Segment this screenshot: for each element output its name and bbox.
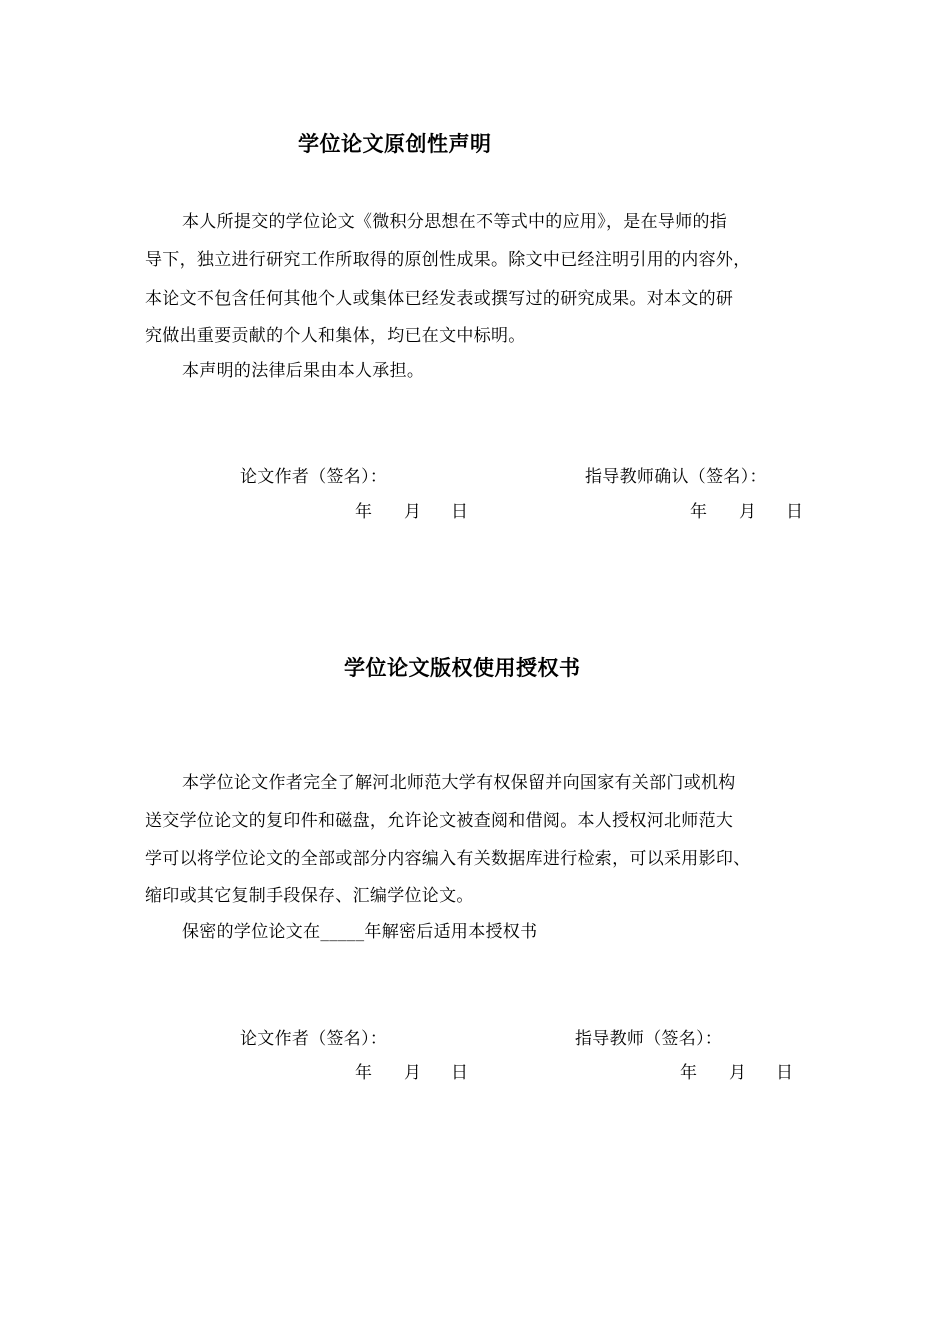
declaration-line-5: 本声明的法律后果由本人承担。 xyxy=(182,361,425,381)
authorization-line-5: 保密的学位论文在_____年解密后适用本授权书 xyxy=(182,922,538,942)
authorization-advisor-signature-label: 指导教师（签名）： xyxy=(575,1029,723,1049)
authorization-line-1: 本学位论文作者完全了解河北师范大学有权保留并向国家有关部门或机构 xyxy=(182,773,736,793)
declaration-author-signature-label: 论文作者（签名）： xyxy=(240,467,388,487)
declaration-advisor-date-month: 月 xyxy=(739,502,756,522)
authorization-advisor-date-year: 年 xyxy=(680,1063,697,1083)
declaration-advisor-date-day: 日 xyxy=(786,502,803,522)
declaration-author-date-day: 日 xyxy=(451,502,468,522)
declaration-line-2: 导下，独立进行研究工作所取得的原创性成果。除文中已经注明引用的内容外， xyxy=(145,250,751,270)
declaration-author-date-year: 年 xyxy=(355,502,372,522)
authorization-author-date-month: 月 xyxy=(404,1063,421,1083)
declaration-line-3: 本论文不包含任何其他个人或集体已经发表或撰写过的研究成果。对本文的研 xyxy=(145,289,734,309)
authorization-advisor-date-day: 日 xyxy=(776,1063,793,1083)
declaration-author-date-month: 月 xyxy=(404,502,421,522)
declaration-date-row xyxy=(0,497,950,521)
authorization-author-date-day: 日 xyxy=(451,1063,468,1083)
declaration-advisor-date-year: 年 xyxy=(690,502,707,522)
authorization-line-2: 送交学位论文的复印件和磁盘，允许论文被查阅和借阅。本人授权河北师范大 xyxy=(145,811,734,831)
declaration-title: 学位论文原创性声明 xyxy=(298,132,492,156)
authorization-line-4: 缩印或其它复制手段保存、汇编学位论文。 xyxy=(145,886,474,906)
declaration-line-1: 本人所提交的学位论文《微积分思想在不等式中的应用》，是在导师的指 xyxy=(182,212,728,232)
authorization-advisor-date-month: 月 xyxy=(729,1063,746,1083)
authorization-author-signature-label: 论文作者（签名）： xyxy=(240,1029,388,1049)
authorization-date-row xyxy=(0,1058,950,1082)
authorization-title: 学位论文版权使用授权书 xyxy=(344,656,581,680)
declaration-advisor-signature-label: 指导教师确认（签名）： xyxy=(585,467,767,487)
authorization-author-date-year: 年 xyxy=(355,1063,372,1083)
declaration-line-4: 究做出重要贡献的个人和集体，均已在文中标明。 xyxy=(145,326,526,346)
authorization-line-3: 学可以将学位论文的全部或部分内容编入有关数据库进行检索，可以采用影印、 xyxy=(145,849,751,869)
